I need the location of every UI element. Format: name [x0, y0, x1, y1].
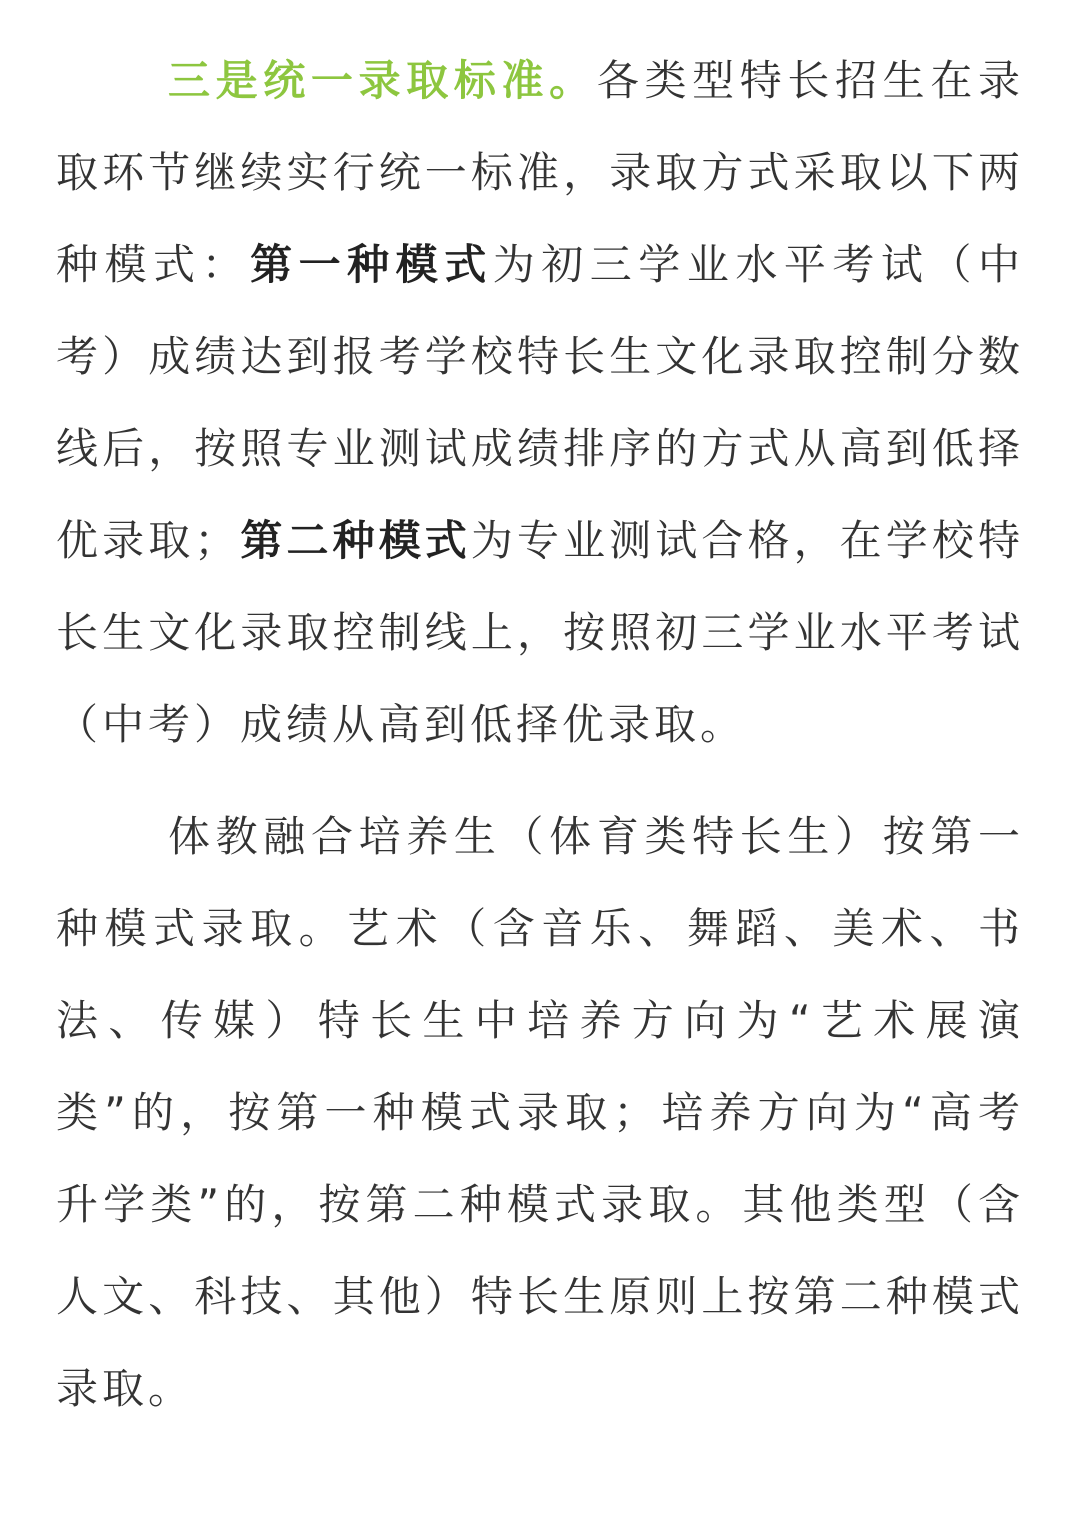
paragraph-text: 为专业测试合格，在学校特长生文化录取控制线上，按照初三学业水平考试（中考）成绩从高到低择优录取。	[56, 516, 1024, 749]
paragraph-text: 各类型特长招生在录取环节继续实行统一标准，录取方式采取以下两种模式：	[56, 56, 1024, 289]
article-body	[56, 35, 1024, 1435]
section-lead-heading: 三是统一录取标准。	[168, 56, 597, 105]
admission-mode-assignment-paragraph: 体教融合培养生（体育类特长生）按第一种模式录取。艺术（含音乐、舞蹈、美术、书法、传媒）特长生中培养方向为“艺术展演类”的，按第一种模式录取；培养方向为“高考升学类”的，按第二种模式录取。其他类型（含人文、科技、其他）特长生原则上按第二种模式录取。	[56, 812, 1024, 1413]
mode-two-label: 第二种模式	[240, 516, 471, 565]
admission-standard-paragraph	[56, 35, 1024, 771]
paragraph-text: 为初三学业水平考试（中考）成绩达到报考学校特长生文化录取控制分数线后，按照专业测试成绩排序的方式从高到低择优录取；	[56, 240, 1024, 565]
mode-one-label: 第一种模式	[250, 240, 493, 289]
